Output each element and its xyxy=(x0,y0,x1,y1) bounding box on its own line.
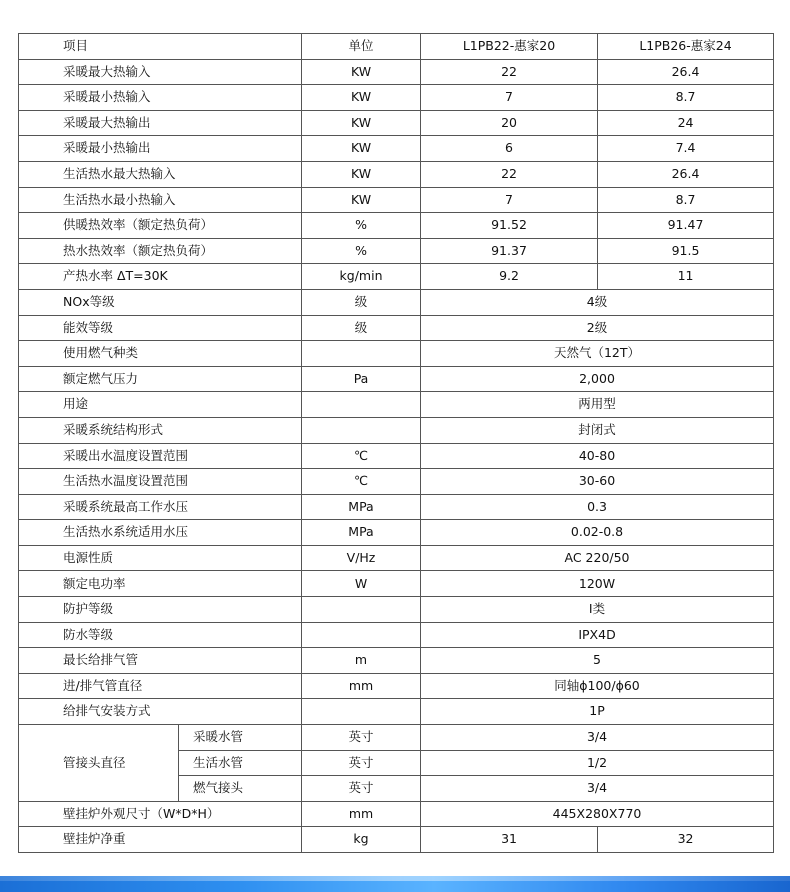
spec-name: 采暖出水温度设置范围 xyxy=(19,443,302,469)
table-row xyxy=(19,571,774,597)
spec-value-shared: 2,000 xyxy=(421,366,774,392)
spec-value-shared: 封闭式 xyxy=(421,417,774,443)
table-row xyxy=(19,673,774,699)
spec-unit: 级 xyxy=(302,289,421,315)
spec-name: 产热水率 ΔT=30K xyxy=(19,264,302,290)
table-row xyxy=(19,725,774,751)
spec-name: 用途 xyxy=(19,392,302,418)
spec-unit: KW xyxy=(302,110,421,136)
footer-band xyxy=(0,876,790,892)
table-row xyxy=(19,341,774,367)
spec-name: 采暖系统最高工作水压 xyxy=(19,494,302,520)
spec-unit: kg/min xyxy=(302,264,421,290)
spec-name: 壁挂炉外观尺寸（W*D*H） xyxy=(19,801,302,827)
table-row xyxy=(19,85,774,111)
table-header-row xyxy=(19,34,774,60)
table-row xyxy=(19,699,774,725)
spec-value-shared: 120W xyxy=(421,571,774,597)
spec-unit xyxy=(302,622,421,648)
table-row xyxy=(19,494,774,520)
spec-value-model-1: 91.52 xyxy=(421,213,598,239)
spec-unit xyxy=(302,417,421,443)
spec-value-model-1: 22 xyxy=(421,161,598,187)
table-row xyxy=(19,289,774,315)
spec-value-shared: 天然气（12T） xyxy=(421,341,774,367)
table-row xyxy=(19,520,774,546)
spec-value-model-2: 32 xyxy=(598,827,774,853)
connection-group-label: 管接头直径 xyxy=(19,725,179,802)
spec-name: 供暖热效率（额定热负荷） xyxy=(19,213,302,239)
spec-name: 采暖最小热输出 xyxy=(19,136,302,162)
spec-value-model-2: 91.47 xyxy=(598,213,774,239)
spec-value-shared: 5 xyxy=(421,648,774,674)
spec-value-model-2: 91.5 xyxy=(598,238,774,264)
spec-unit: Pa xyxy=(302,366,421,392)
spec-unit: kg xyxy=(302,827,421,853)
spec-value-shared: Ⅰ类 xyxy=(421,597,774,623)
spec-value-shared: 0.3 xyxy=(421,494,774,520)
spec-value-shared: 40-80 xyxy=(421,443,774,469)
table-row xyxy=(19,622,774,648)
header-model-1: L1PB22-惠家20 xyxy=(421,34,598,60)
spec-value-model-1: 7 xyxy=(421,85,598,111)
table-row xyxy=(19,238,774,264)
spec-value-model-1: 9.2 xyxy=(421,264,598,290)
spec-unit: KW xyxy=(302,187,421,213)
spec-name: 额定燃气压力 xyxy=(19,366,302,392)
table-row xyxy=(19,110,774,136)
spec-unit xyxy=(302,699,421,725)
table-row xyxy=(19,213,774,239)
spec-unit: ℃ xyxy=(302,469,421,495)
spec-name: 防水等级 xyxy=(19,622,302,648)
spec-value-shared: 同轴ϕ100/ϕ60 xyxy=(421,673,774,699)
spec-value-shared: IPX4D xyxy=(421,622,774,648)
spec-unit xyxy=(302,341,421,367)
spec-unit xyxy=(302,392,421,418)
table-row xyxy=(19,315,774,341)
spec-value-model-1: 7 xyxy=(421,187,598,213)
spec-value-model-2: 8.7 xyxy=(598,187,774,213)
spec-name: 给排气安装方式 xyxy=(19,699,302,725)
spec-value-shared: 3/4 xyxy=(421,725,774,751)
spec-unit: m xyxy=(302,648,421,674)
spec-value-shared: 1/2 xyxy=(421,750,774,776)
spec-unit: 级 xyxy=(302,315,421,341)
table-row xyxy=(19,801,774,827)
spec-value-shared: 1P xyxy=(421,699,774,725)
table-row xyxy=(19,136,774,162)
table-row xyxy=(19,443,774,469)
spec-unit: % xyxy=(302,213,421,239)
spec-unit: MPa xyxy=(302,494,421,520)
spec-unit: 英寸 xyxy=(302,776,421,802)
spec-value-model-1: 22 xyxy=(421,59,598,85)
spec-value-model-2: 7.4 xyxy=(598,136,774,162)
spec-unit: KW xyxy=(302,59,421,85)
spec-unit: W xyxy=(302,571,421,597)
spec-value-shared: 30-60 xyxy=(421,469,774,495)
spec-name: 生活热水最大热输入 xyxy=(19,161,302,187)
spec-name: 生活热水最小热输入 xyxy=(19,187,302,213)
spec-name: 热水热效率（额定热负荷） xyxy=(19,238,302,264)
connection-sub-name: 采暖水管 xyxy=(179,725,302,751)
spec-name: 采暖系统结构形式 xyxy=(19,417,302,443)
spec-value-shared: 2级 xyxy=(421,315,774,341)
spec-unit: KW xyxy=(302,85,421,111)
spec-name: 防护等级 xyxy=(19,597,302,623)
spec-table xyxy=(18,33,774,853)
spec-name: 生活热水系统适用水压 xyxy=(19,520,302,546)
spec-value-model-2: 8.7 xyxy=(598,85,774,111)
spec-unit: ℃ xyxy=(302,443,421,469)
table-row xyxy=(19,597,774,623)
spec-name: 壁挂炉净重 xyxy=(19,827,302,853)
spec-name: 采暖最小热输入 xyxy=(19,85,302,111)
spec-value-model-2: 26.4 xyxy=(598,161,774,187)
spec-value-model-1: 20 xyxy=(421,110,598,136)
spec-value-shared: 3/4 xyxy=(421,776,774,802)
spec-unit: KW xyxy=(302,136,421,162)
spec-unit: mm xyxy=(302,673,421,699)
header-item: 项目 xyxy=(19,34,302,60)
spec-name: 生活热水温度设置范围 xyxy=(19,469,302,495)
spec-name: 最长给排气管 xyxy=(19,648,302,674)
table-row xyxy=(19,648,774,674)
spec-unit: KW xyxy=(302,161,421,187)
connection-sub-name: 生活水管 xyxy=(179,750,302,776)
spec-value-shared: 445X280X770 xyxy=(421,801,774,827)
spec-name: NOx等级 xyxy=(19,289,302,315)
table-row xyxy=(19,59,774,85)
spec-name: 进/排气管直径 xyxy=(19,673,302,699)
table-row xyxy=(19,187,774,213)
spec-value-model-2: 11 xyxy=(598,264,774,290)
spec-unit: 英寸 xyxy=(302,750,421,776)
spec-value-shared: 0.02-0.8 xyxy=(421,520,774,546)
spec-name: 能效等级 xyxy=(19,315,302,341)
header-model-2: L1PB26-惠家24 xyxy=(598,34,774,60)
table-row xyxy=(19,392,774,418)
spec-unit: 英寸 xyxy=(302,725,421,751)
table-row xyxy=(19,417,774,443)
spec-unit: mm xyxy=(302,801,421,827)
connection-sub-name: 燃气接头 xyxy=(179,776,302,802)
spec-value-model-2: 24 xyxy=(598,110,774,136)
table-row xyxy=(19,366,774,392)
table-row xyxy=(19,545,774,571)
table-row xyxy=(19,827,774,853)
table-row xyxy=(19,469,774,495)
table-row xyxy=(19,161,774,187)
spec-name: 使用燃气种类 xyxy=(19,341,302,367)
spec-value-model-1: 6 xyxy=(421,136,598,162)
spec-value-model-1: 91.37 xyxy=(421,238,598,264)
spec-unit xyxy=(302,597,421,623)
spec-value-model-2: 26.4 xyxy=(598,59,774,85)
spec-name: 采暖最大热输入 xyxy=(19,59,302,85)
spec-name: 额定电功率 xyxy=(19,571,302,597)
spec-unit: % xyxy=(302,238,421,264)
spec-value-shared: 两用型 xyxy=(421,392,774,418)
header-unit: 单位 xyxy=(302,34,421,60)
spec-unit: MPa xyxy=(302,520,421,546)
spec-value-shared: AC 220/50 xyxy=(421,545,774,571)
spec-unit: V/Hz xyxy=(302,545,421,571)
spec-value-shared: 4级 xyxy=(421,289,774,315)
table-row xyxy=(19,264,774,290)
spec-name: 电源性质 xyxy=(19,545,302,571)
spec-value-model-1: 31 xyxy=(421,827,598,853)
spec-name: 采暖最大热输出 xyxy=(19,110,302,136)
